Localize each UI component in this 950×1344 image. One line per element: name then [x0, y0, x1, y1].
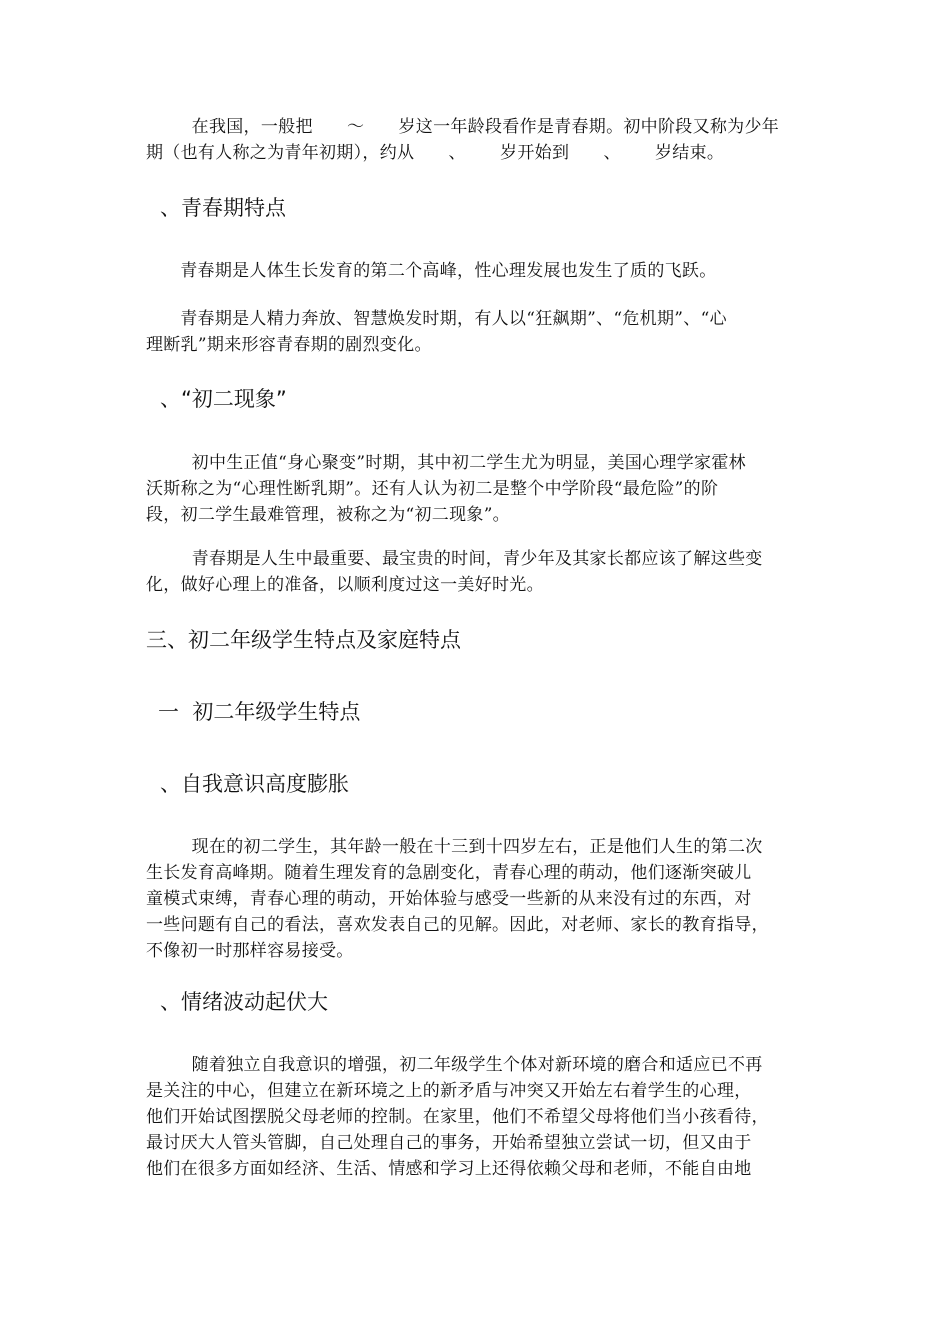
phenomenon-line-3: 段，初二学生最难管理，被称之为“初二现象”。	[146, 505, 510, 525]
emotion-line-5: 他们在很多方面如经济、生活、情感和学习上还得依赖父母和老师，不能自由地	[146, 1159, 752, 1179]
importance-line-2: 化，做好心理上的准备，以顺利度过这一美好时光。	[146, 575, 544, 595]
importance-paragraph	[146, 546, 806, 598]
self-awareness-paragraph	[146, 834, 806, 964]
youth-paragraph-2-line-1: 青春期是人精力奔放、智慧焕发时期，有人以“狂飙期”、“危机期”、“心	[146, 309, 727, 329]
phenomenon-paragraph	[146, 450, 806, 528]
heading-grade2-phenomenon: 、“初二现象”	[160, 387, 287, 411]
emotion-line-3: 他们开始试图摆脱父母老师的控制。在家里，他们不希望父母将他们当小孩看待，	[146, 1107, 769, 1127]
self-awareness-line-3: 童模式束缚，青春心理的萌动，开始体验与感受一些新的从来没有过的东西，对	[146, 889, 752, 909]
self-awareness-line-2: 生长发育高峰期。随着生理发育的急剧变化，青春心理的萌动，他们逐渐突破儿	[146, 863, 752, 883]
emotion-line-1: 随着独立自我意识的增强，初二年级学生个体对新环境的磨合和适应已不再	[146, 1055, 763, 1075]
emotion-line-2: 是关注的中心，但建立在新环境之上的新矛盾与冲突又开始左右着学生的心理，	[146, 1081, 752, 1101]
heading-section-3: 三、初二年级学生特点及家庭特点	[146, 628, 461, 652]
youth-paragraph-2-line-2: 理断乳”期来形容青春期的剧烈变化。	[146, 335, 432, 355]
importance-line-1: 青春期是人生中最重要、最宝贵的时间，青少年及其家长都应该了解这些变	[146, 549, 763, 569]
intro-paragraph	[146, 114, 806, 166]
youth-paragraph-2	[146, 306, 806, 358]
self-awareness-line-4: 一些问题有自己的看法，喜欢发表自己的见解。因此，对老师、家长的教育指导，	[146, 915, 769, 935]
heading-subsection-1: 一 初二年级学生特点	[158, 700, 361, 724]
intro-line-2: 期（也有人称之为青年初期），约从 、 岁开始到 、 岁结束。	[146, 143, 725, 163]
self-awareness-line-1: 现在的初二学生，其年龄一般在十三到十四岁左右，正是他们人生的第二次	[146, 837, 763, 857]
self-awareness-line-5: 不像初一时那样容易接受。	[146, 941, 354, 961]
emotion-paragraph	[146, 1052, 806, 1182]
youth-paragraph-1: 青春期是人体生长发育的第二个高峰，性心理发展也发生了质的飞跃。	[146, 261, 717, 281]
heading-self-awareness: 、自我意识高度膨胀	[160, 772, 349, 796]
phenomenon-line-2: 沃斯称之为“心理性断乳期”。还有人认为初二是整个中学阶段“最危险”的阶	[146, 479, 719, 499]
heading-emotion: 、情绪波动起伏大	[160, 990, 328, 1014]
intro-line-1: 在我国，一般把 ～ 岁这一年龄段看作是青春期。初中阶段又称为少年	[146, 117, 780, 137]
emotion-line-4: 最讨厌大人管头管脚，自己处理自己的事务，开始希望独立尝试一切，但又由于	[146, 1133, 752, 1153]
phenomenon-line-1: 初中生正值“身心聚变”时期，其中初二学生尤为明显，美国心理学家霍林	[146, 453, 746, 473]
heading-youth-traits: 、青春期特点	[160, 196, 286, 220]
